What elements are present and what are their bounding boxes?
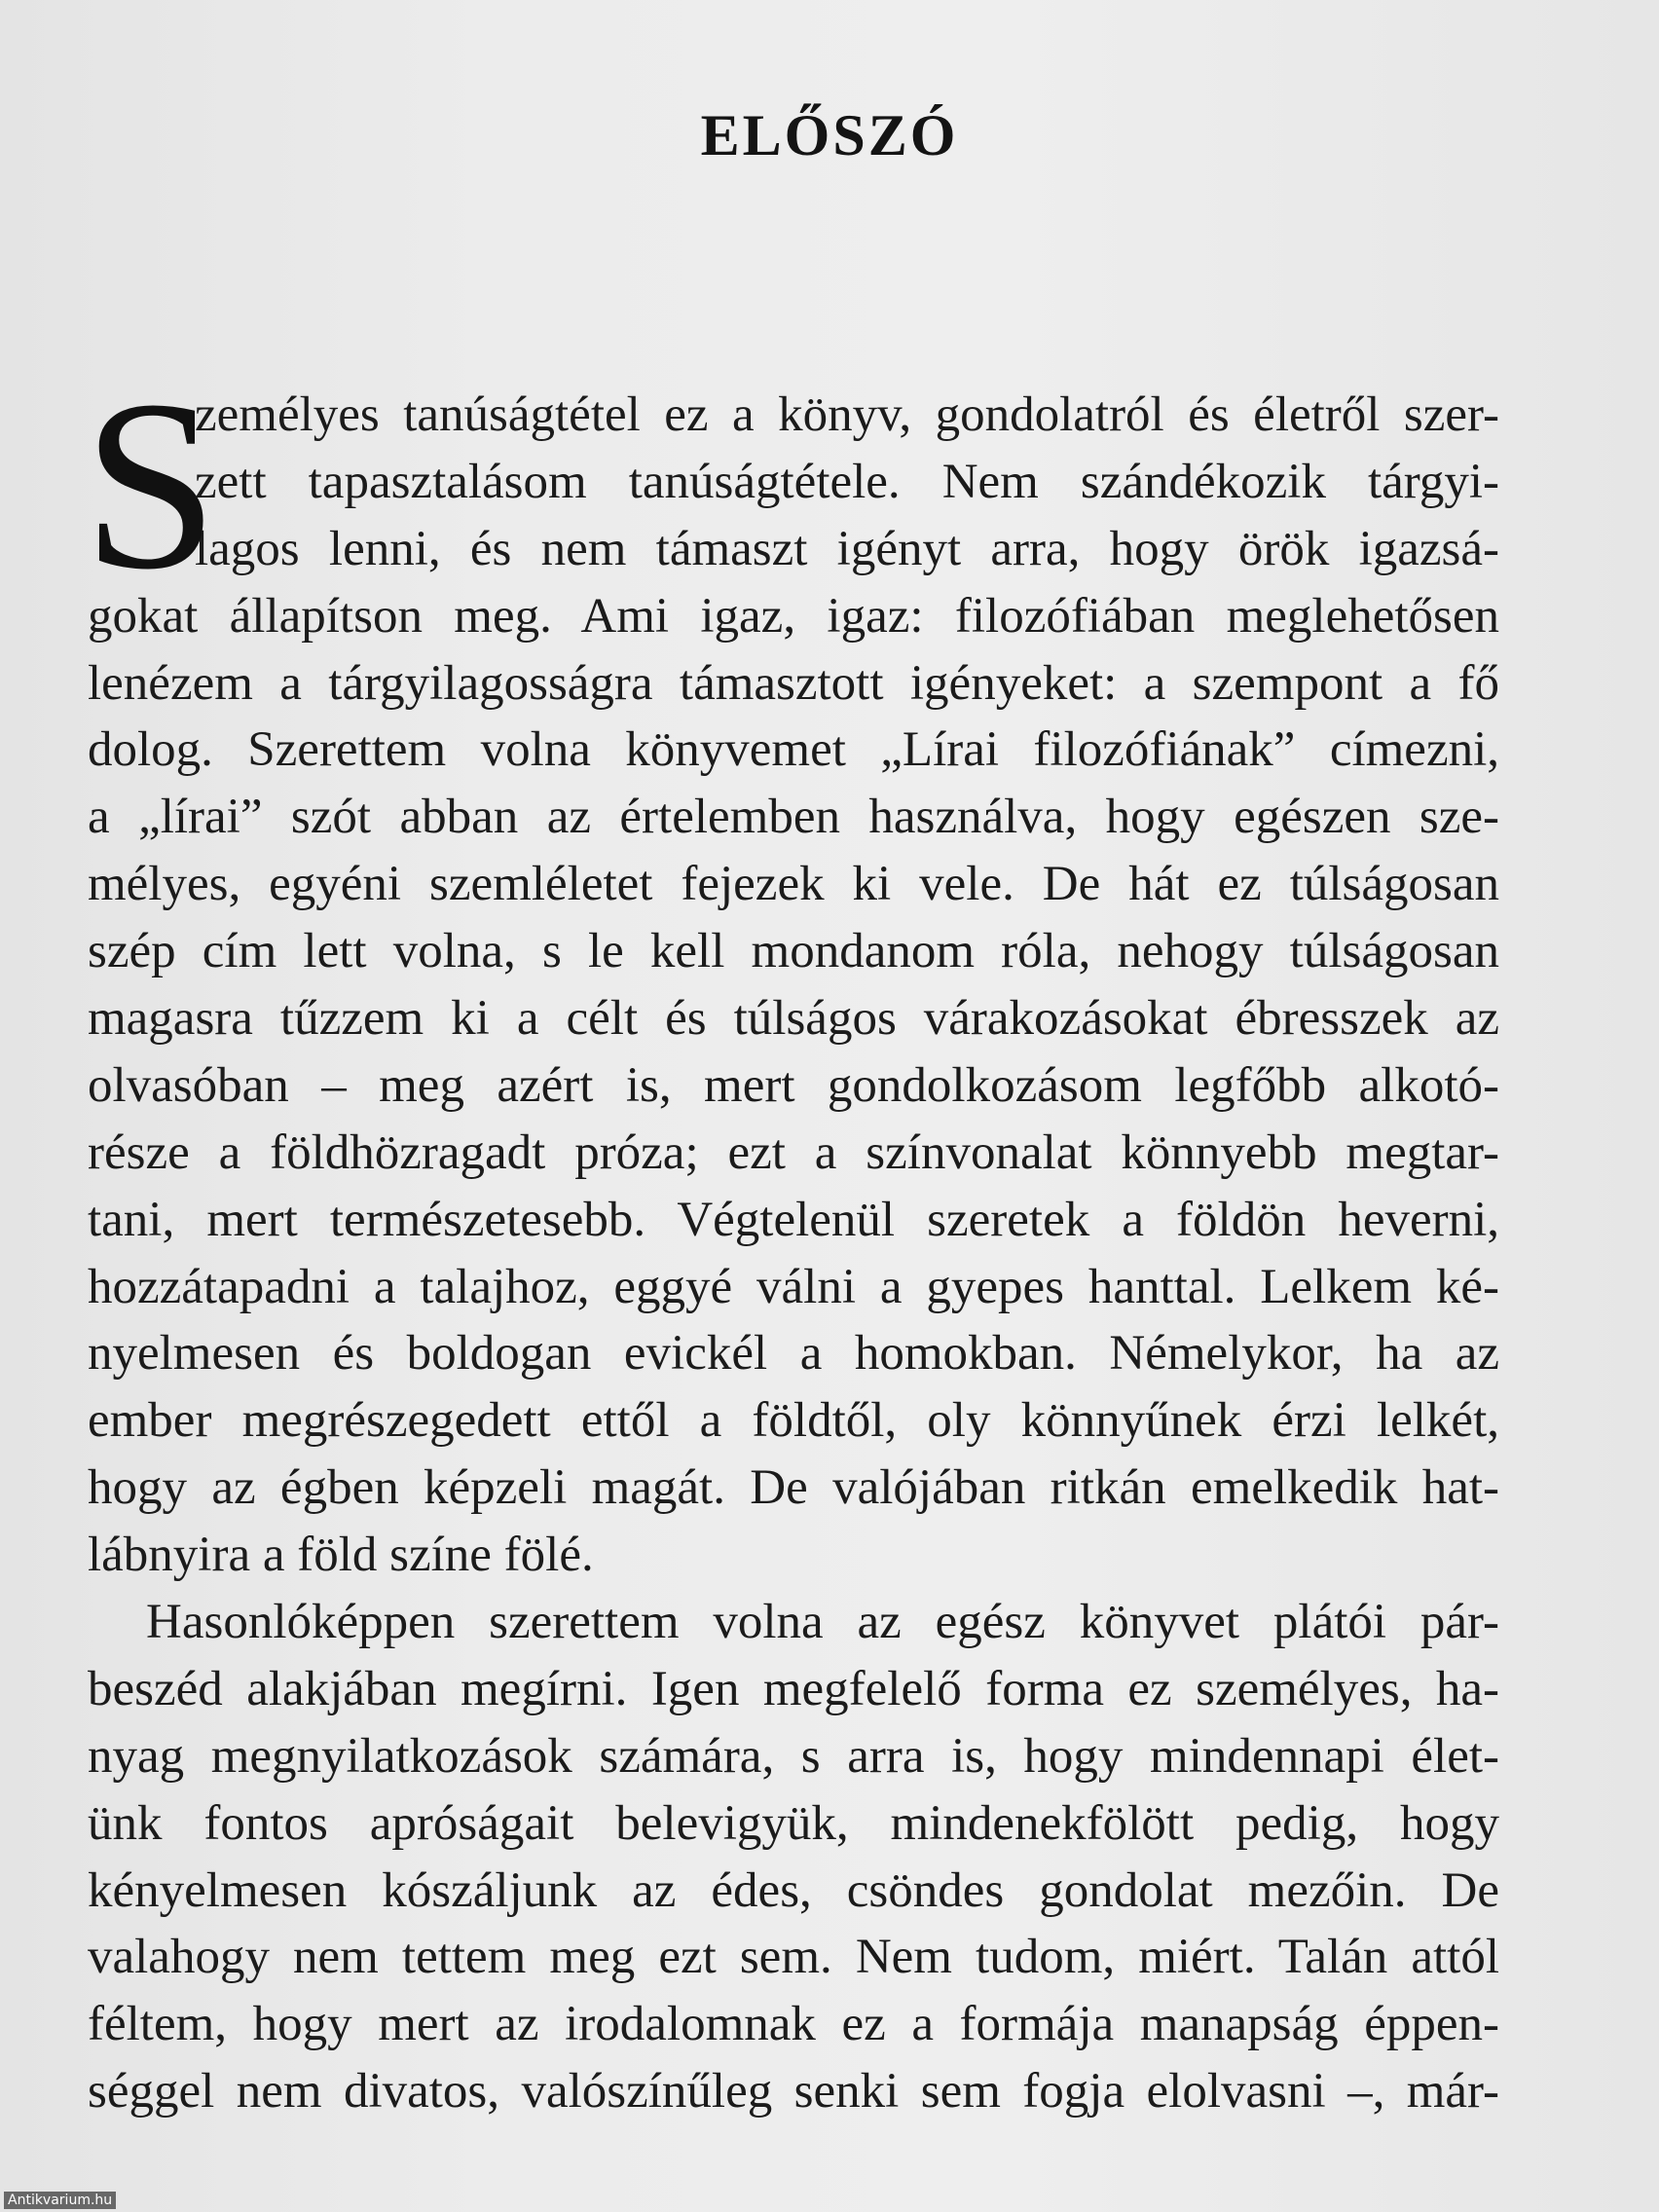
text-line: nyelmesen és boldogan evickél a homokban. Némelykor, ha az: [88, 1326, 1499, 1382]
text-line: lagos lenni, és nem támaszt igényt arra, hogy örök igazsá-: [195, 521, 1499, 576]
text-line: hozzátapadni a talajhoz, eggyé válni a gyepes hanttal. Lelkem ké-: [88, 1259, 1499, 1314]
drop-cap: S: [83, 350, 219, 620]
watermark: Antikvarium.hu: [4, 2192, 116, 2209]
paragraph-1: [88, 382, 1499, 1589]
text-line: gokat állapítson meg. Ami igaz, igaz: filozófiában meglehetősen: [88, 588, 1499, 644]
paragraph-2: [88, 1589, 1499, 2125]
text-line: kényelmesen kószáljunk az édes, csöndes gondolat mezőin. De: [88, 1862, 1499, 1918]
text-line: lenézem a tárgyilagosságra támasztott igényeket: a szempont a fő: [88, 655, 1499, 711]
text-line: séggel nem divatos, valószínűleg senki sem fogja elolvasni –, már-: [88, 2064, 1499, 2120]
text-line: Hasonlóképpen szerettem volna az egész könyvet plátói pár-: [146, 1595, 1499, 1650]
text-line: lábnyira a föld színe fölé.: [88, 1528, 594, 1583]
text-line: szép cím lett volna, s le kell mondanom róla, nehogy túlságosan: [88, 924, 1499, 979]
text-line: nyag megnyilatkozások számára, s arra is, hogy mindennapi élet-: [88, 1728, 1499, 1784]
text-line: féltem, hogy mert az irodalomnak ez a formája manapság éppen-: [88, 1997, 1499, 2052]
page-title: ELŐSZÓ: [700, 103, 959, 167]
text-line: mélyes, egyéni szemléletet fejezek ki vele. De hát ez túlságosan: [88, 857, 1499, 912]
text-line: ember megrészegedett ettől a földtől, oly könnyűnek érzi lelkét,: [88, 1393, 1499, 1449]
text-line: zett tapasztalásom tanúságtétele. Nem szándékozik tárgyi-: [195, 454, 1499, 509]
text-line: beszéd alakjában megírni. Igen megfelelő forma ez személyes, ha-: [88, 1661, 1499, 1716]
text-line: hogy az égben képzeli magát. De valójában ritkán emelkedik hat-: [88, 1460, 1499, 1516]
text-line: a „lírai” szót abban az értelemben használva, hogy egészen sze-: [88, 790, 1499, 845]
text-line: olvasóban – meg azért is, mert gondolkozásom legfőbb alkotó-: [88, 1057, 1499, 1113]
text-line: valahogy nem tettem meg ezt sem. Nem tudom, miért. Talán attól: [88, 1930, 1499, 1985]
text-line: ünk fontos apróságait belevigyük, mindenekfölött pedig, hogy: [88, 1795, 1499, 1851]
text-body: [83, 350, 1499, 2125]
text-line: dolog. Szerettem volna könyvemet „Lírai filozófiának” címezni,: [88, 722, 1499, 778]
text-line: tani, mert természetesebb. Végtelenül szeretek a földön heverni,: [88, 1192, 1499, 1247]
text-line: magasra tűzzem ki a célt és túlságos várakozásokat ébresszek az: [88, 991, 1499, 1047]
text-line: része a földhözragadt próza; ezt a színvonalat könnyebb megtar-: [88, 1124, 1499, 1180]
text-line: zemélyes tanúságtétel ez a könyv, gondolatról és életről szer-: [195, 387, 1499, 442]
